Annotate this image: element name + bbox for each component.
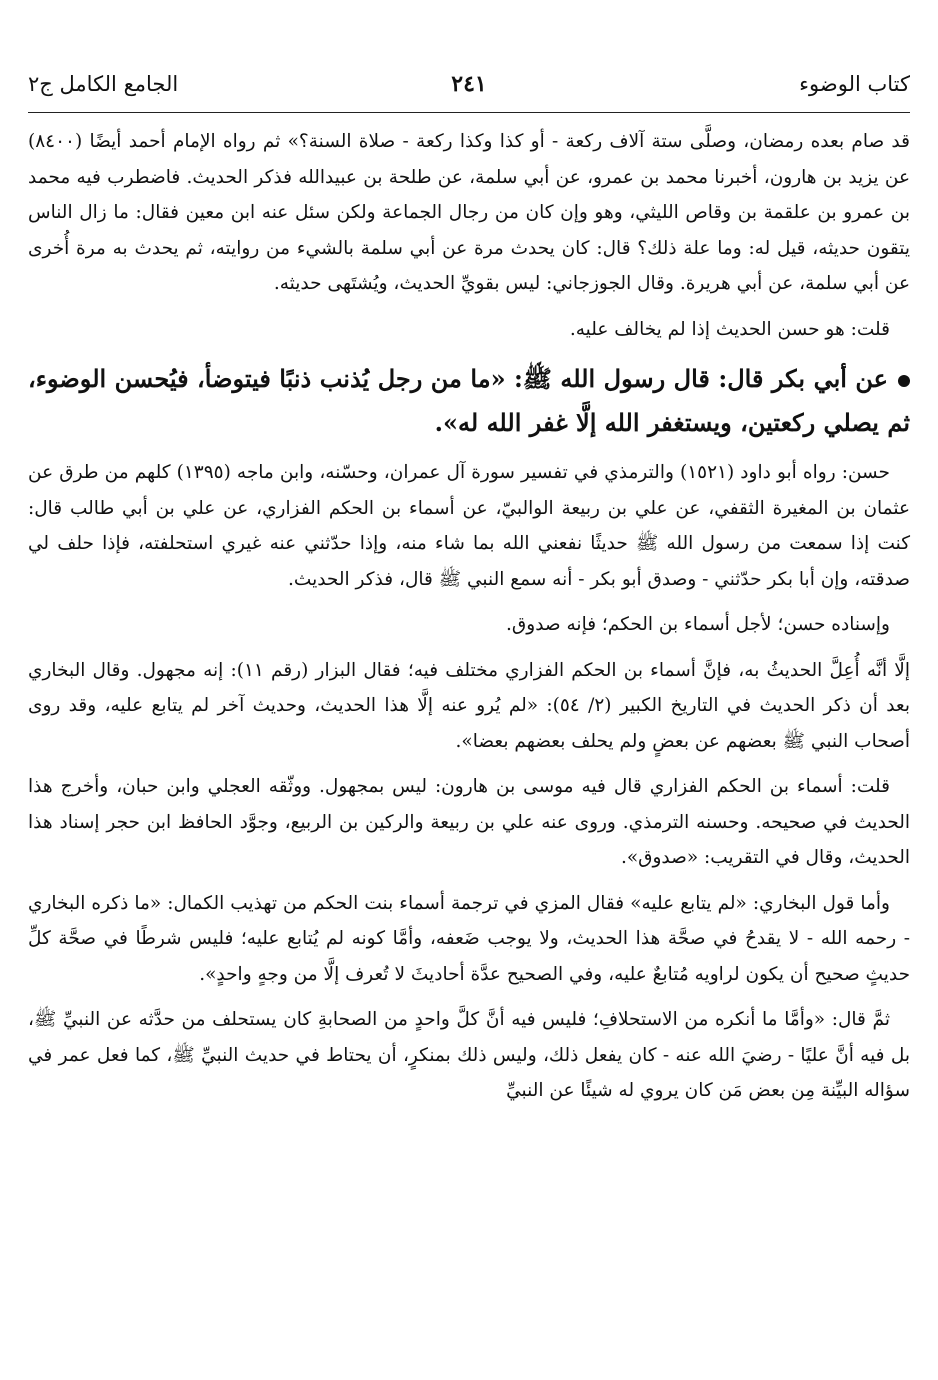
page-header xyxy=(28,64,910,104)
page-number: ٢٤١ xyxy=(451,71,487,97)
paragraph-6: قلت: أسماء بن الحكم الفزاري قال فيه موسى بن هارون: ليس بمجهول. ووثّقه العجلي وابن حبان، وأخرج هذا الحديث في صحيحه. وحسنه الترمذي. وروى عنه علي بن ربيعة والركين بن الربيع، وجوَّد الحافظ ابن حجر إسناد هذا الحديث، وقال في التقريب: «صدوق». xyxy=(28,776,910,868)
paragraph-1: قد صام بعده رمضان، وصلَّى ستة آلاف ركعة - أو كذا وكذا ركعة - صلاة السنة؟» ثم رواه الإمام أحمد أيضًا (٨٤٠٠) عن يزيد بن هارون، أخبرنا محمد بن عمرو، عن أبي سلمة، عن طلحة بن عبيدالله فذكر الحديث. فاضطرب فيه محمد بن عمرو بن علقمة بن وقاص الليثي، وهو وإن كان من رجال الجماعة ولكن سئل عنه ابن معين فقال: ما زال الناس يتقون حديثه، قيل له: وما علة ذلك؟ قال: كان يحدث مرة عن أبي سلمة بالشيء من روايته، ثم يحدث به مرة أُخرى عن أبي سلمة، عن أبي هريرة. وقال الجوزجاني: ليس بقويِّ الحديث، ويُشتَهى حديثه. xyxy=(28,131,910,294)
page-body xyxy=(28,124,910,1372)
book-title: الجامع الكامل ج٢ xyxy=(28,72,179,96)
paragraph-4: وإسناده حسن؛ لأجل أسماء بن الحكم؛ فإنه صدوق. xyxy=(506,614,890,635)
paragraph-8: ثمَّ قال: «وأمَّا ما أنكره من الاستحلافِ؛ فليس فيه أنَّ كلَّ واحدٍ من الصحابةِ كان يستحلف من حدَّثه عن النبيِّ ﷺ، بل فيه أنَّ عليًا - رضيَ الله عنه - كان يفعل ذلك، وليس ذلك بمنكرٍ، أن يحتاط في حديث النبيِّ ﷺ، كما فعل عمر في سؤاله البيِّنة مِن بعض مَن كان يروي له شيئًا عن النبيِّ xyxy=(28,1009,910,1101)
bullet-icon xyxy=(898,375,910,387)
chapter-title: كتاب الوضوء xyxy=(799,72,910,96)
header-rule xyxy=(28,112,910,113)
hadith-content: عن أبي بكر قال: قال رسول الله ﷺ: «ما من رجل يُذنب ذنبًا فيتوضأ، فيُحسن الوضوء، ثم يصلي ركعتين، ويستغفر الله إلَّا غفر الله له». xyxy=(28,364,910,437)
hadith-text xyxy=(28,357,910,445)
paragraph-3: حسن: رواه أبو داود (١٥٢١) والترمذي في تفسير سورة آل عمران، وحسّنه، وابن ماجه (١٣٩٥) كلهم من طرق عن عثمان بن المغيرة الثقفي، عن علي بن ربيعة الوالبيّ، عن أسماء بن الحكم الفزاري، عن علي بن أبي طالب قال: كنت إذا سمعت من رسول الله ﷺ حديثًا نفعني الله بما شاء منه، وإذا حدّثني عنه غيري استحلفته، فإذا حلف لي صدقته، وإن أبا بكر حدّثني - وصدق أبو بكر - أنه سمع النبي ﷺ قال، فذكر الحديث. xyxy=(28,462,910,590)
paragraph-5: إلَّا أنَّه أُعِلَّ الحديثُ به، فإنَّ أسماء بن الحكم الفزاري مختلف فيه؛ فقال البزار (رقم ١١): إنه مجهول. وقال البخاري بعد أن ذكر الحديث في التاريخ الكبير (٢/ ٥٤): «لم يُرو عنه إلَّا هذا الحديث، وحديث آخر لم يتابع عليه، وقد روى أصحاب النبي ﷺ بعضهم عن بعضٍ ولم يحلف بعضهم بعضا». xyxy=(28,659,910,752)
paragraph-2: قلت: هو حسن الحديث إذا لم يخالف عليه. xyxy=(569,318,890,340)
paragraph-7: وأما قول البخاري: «لم يتابع عليه» فقال المزي في ترجمة أسماء بنت الحكم من تهذيب الكمال: «ما ذكره البخاري - رحمه الله - لا يقدحُ في صحَّة هذا الحديث، ولا يوجب ضَعفه، وأمَّا كونه لم يُتابع عليه؛ فليس شرطًا في صحَّة كلِّ حديثٍ صحيح أن يكون لراويه مُتابعٌ عليه، وفي الصحيح عدَّة أحاديثَ لا تُعرف إلَّا من وجهٍ واحدٍ». xyxy=(28,892,910,985)
